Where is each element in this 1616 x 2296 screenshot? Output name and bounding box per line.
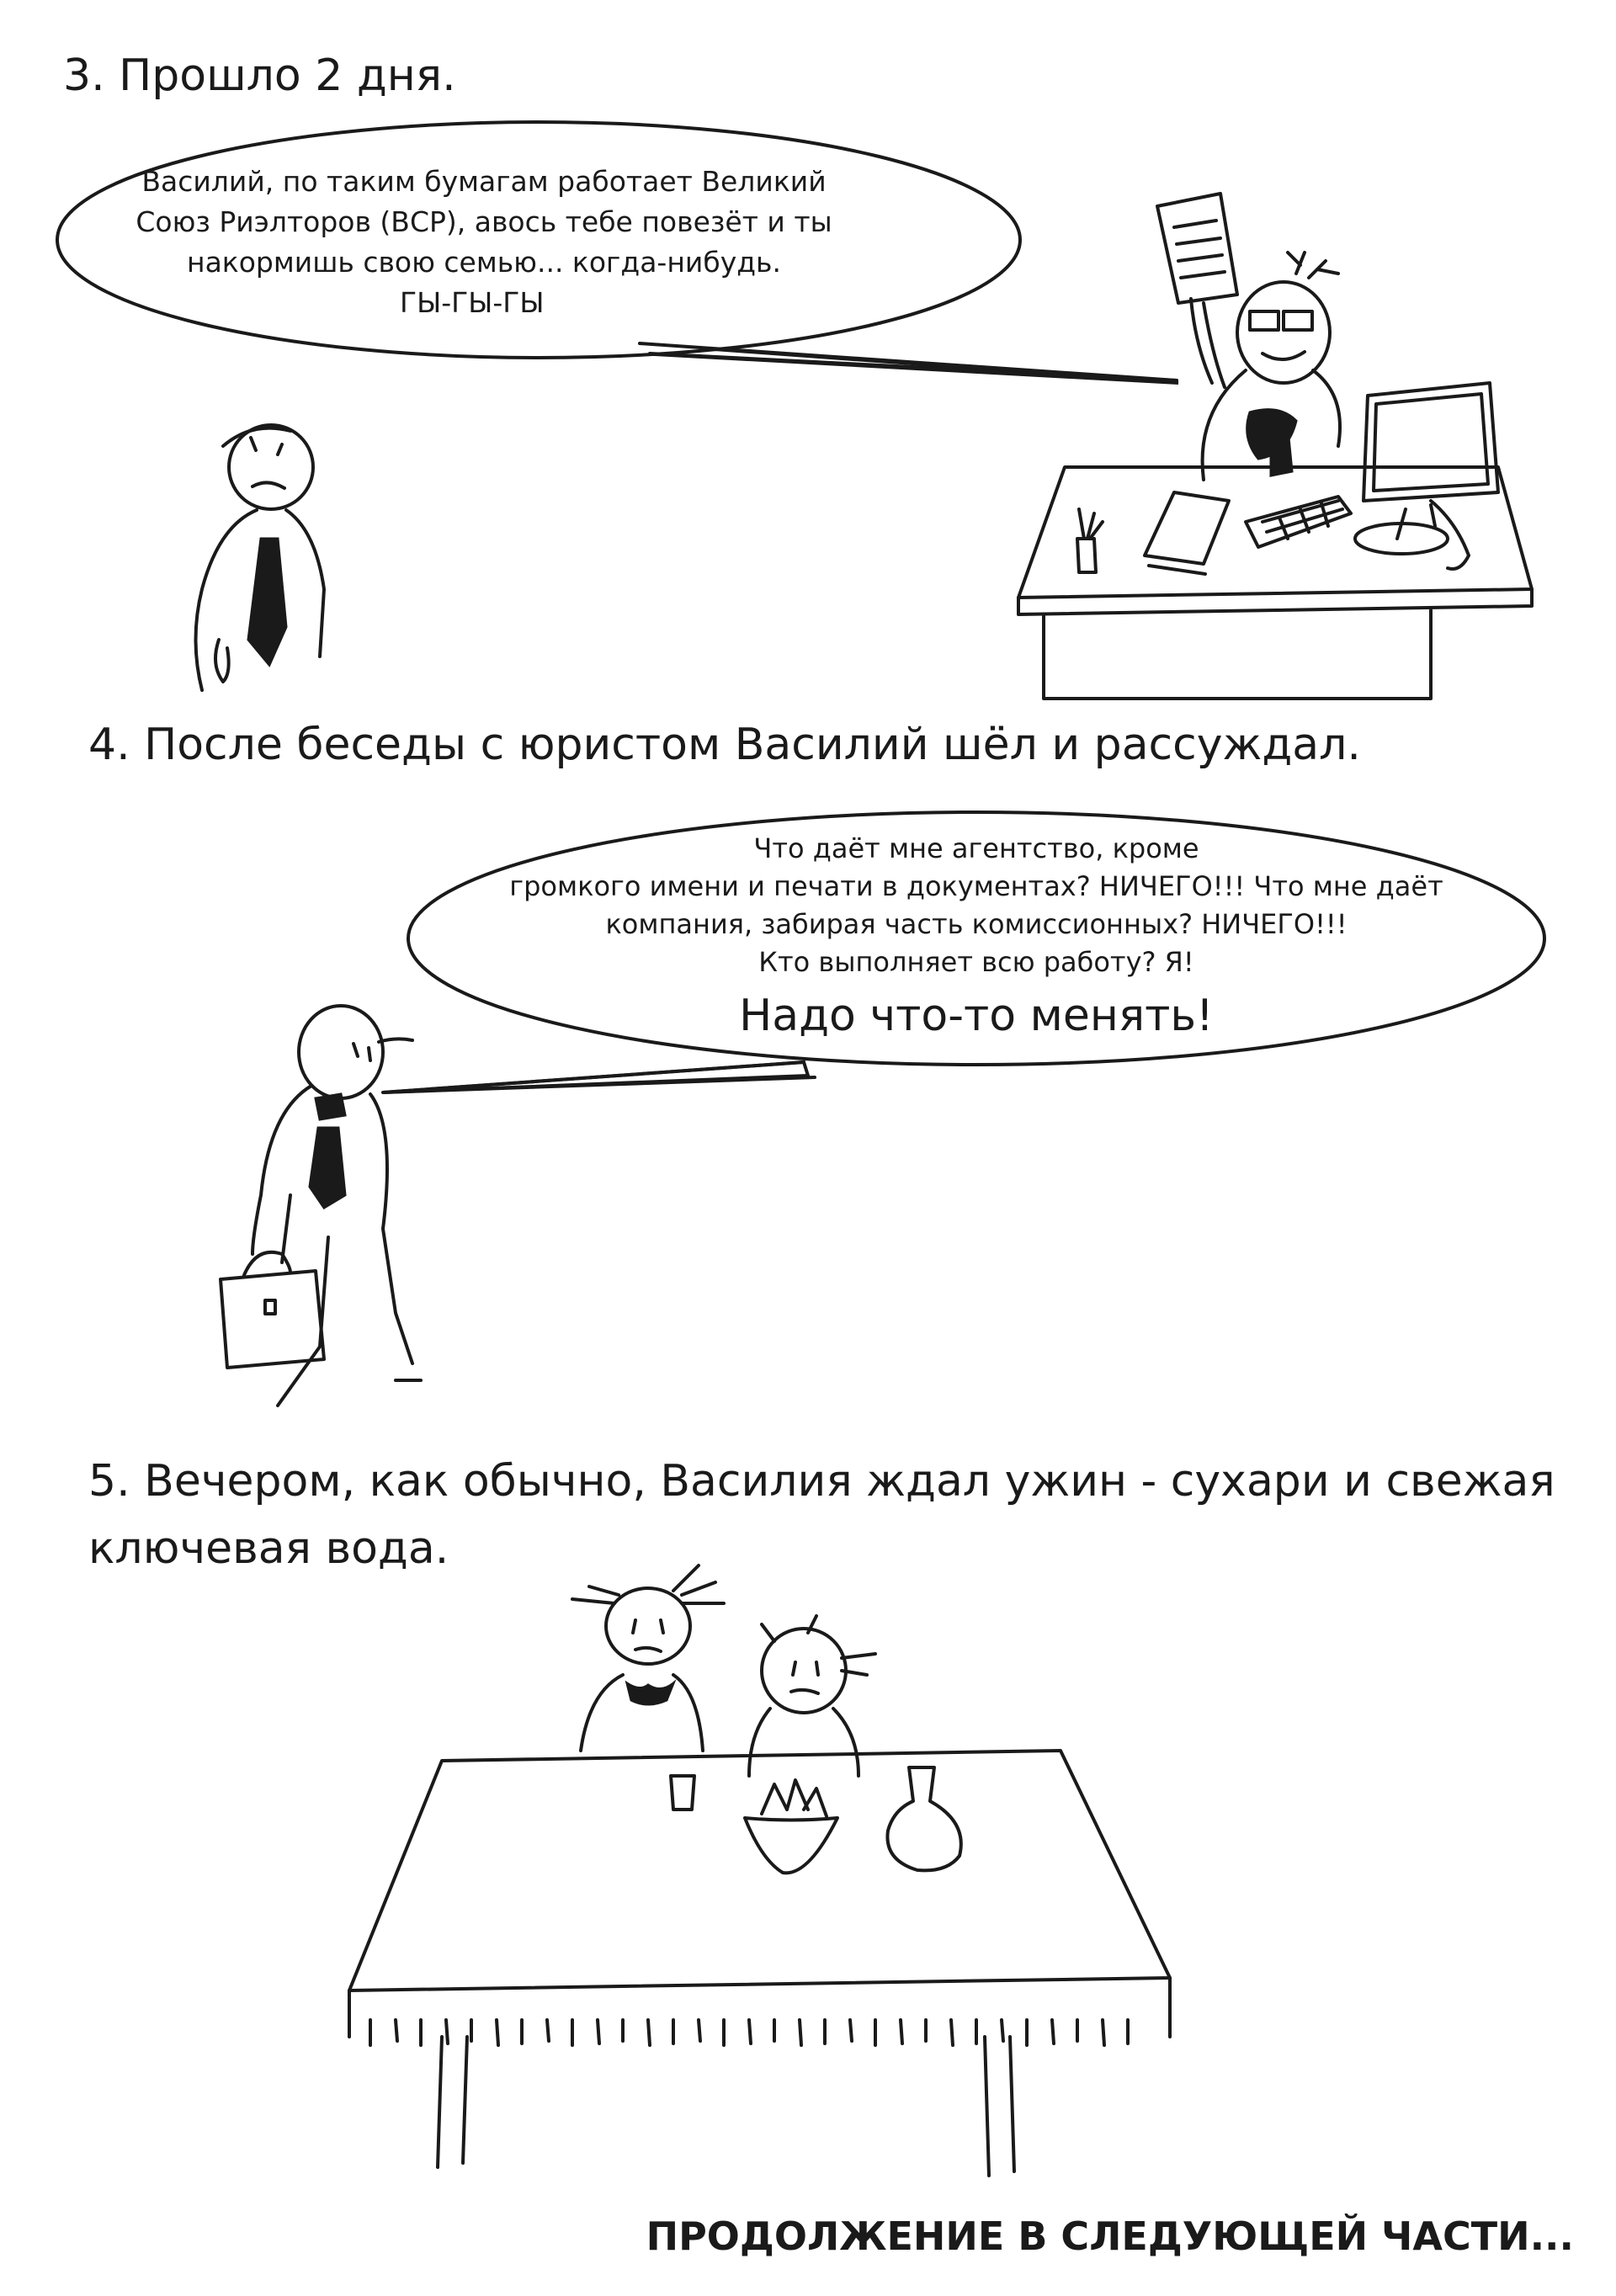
vasily-standing-figure — [196, 425, 325, 690]
panel-4-caption: 4. После беседы с юристом Василий шёл и рассуждал. — [88, 720, 1361, 770]
lawyer-at-desk — [1018, 194, 1532, 699]
speech-line: Василий, по таким бумагам работает Великий — [141, 165, 827, 198]
vasily-speech-text — [438, 830, 1515, 1047]
panel-5-caption-line-1: 5. Вечером, как обычно, Василия ждал ужин - сухари и свежая — [88, 1456, 1555, 1507]
speech-emphasis: Надо что-то менять! — [739, 991, 1214, 1041]
vasily-walking-figure — [221, 1006, 421, 1406]
panel-3-caption: 3. Прошло 2 дня. — [63, 50, 456, 101]
speech-line: Что даёт мне агентство, кроме — [753, 832, 1199, 864]
speech-line: Кто выполняет всю работу? Я! — [758, 946, 1194, 978]
speech-line: громкого имени и печати в документах? НИЧЕГО!!! Что мне даёт — [509, 870, 1443, 902]
speech-line: ГЫ-ГЫ-ГЫ — [400, 286, 545, 319]
family-dinner-table — [349, 1565, 1170, 2176]
speech-line: накормишь свою семью... когда-нибудь. — [187, 246, 781, 279]
panel-5-caption-line-2: ключевая вода. — [88, 1523, 449, 1574]
speech-line: компания, забирая часть комиссионных? НИЧЕГО!!! — [605, 908, 1348, 940]
lawyer-speech-text — [109, 162, 858, 323]
continuation-footer: ПРОДОЛЖЕНИЕ В СЛЕДУЮЩЕЙ ЧАСТИ... — [646, 2214, 1574, 2259]
speech-line: Союз Риэлторов (ВСР), авось тебе повезёт и ты — [136, 205, 832, 238]
